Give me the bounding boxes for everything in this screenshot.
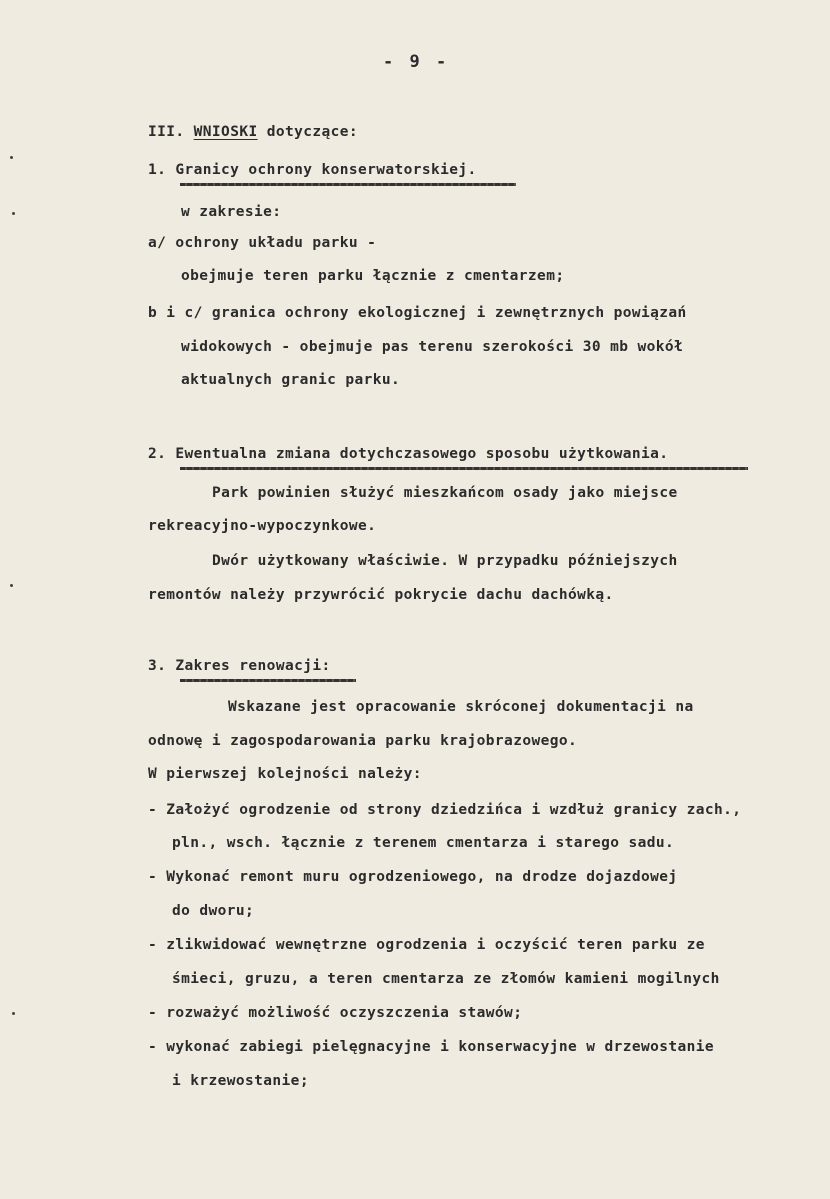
list-item-continuation: śmieci, gruzu, a teren cmentarza ze złomów kamieni mogilnych	[172, 971, 720, 987]
heading-underline	[180, 183, 516, 186]
heading-underline	[180, 467, 748, 470]
section-numeral: III.	[148, 124, 185, 140]
heading-underline	[180, 679, 356, 682]
item2-heading: 2. Ewentualna zmiana dotychczasowego sposobu użytkowania.	[148, 446, 669, 462]
list-item: - Założyć ogrodzenie od strony dziedzińca i wzdłuż granicy zach.,	[148, 802, 742, 818]
section-header	[148, 124, 358, 140]
text-line: Park powinien służyć mieszkańcom osady jako miejsce	[212, 485, 678, 501]
text-line: widokowych - obejmuje pas terenu szerokości 30 mb wokół	[181, 339, 684, 355]
text-line: Wskazane jest opracowanie skróconej dokumentacji na	[228, 699, 694, 715]
section-title-rest: dotyczące:	[257, 124, 359, 140]
text-line: a/ ochrony układu parku -	[148, 235, 377, 251]
text-line: obejmuje teren parku łącznie z cmentarzem;	[181, 268, 565, 284]
list-item: - wykonać zabiegi pielęgnacyjne i konserwacyjne w drzewostanie	[148, 1039, 715, 1055]
item1-heading: 1. Granicy ochrony konserwatorskiej.	[148, 162, 477, 178]
margin-dot	[12, 1012, 15, 1015]
text-line: remontów należy przywrócić pokrycie dachu dachówką.	[148, 587, 614, 603]
list-item-continuation: i krzewostanie;	[172, 1073, 309, 1089]
list-item: - Wykonać remont muru ogrodzeniowego, na drodze dojazdowej	[148, 869, 678, 885]
text-line: aktualnych granic parku.	[181, 372, 401, 388]
section-title-underlined: WNIOSKI	[193, 124, 258, 140]
item3-heading: 3. Zakres renowacji:	[148, 658, 331, 674]
margin-dot	[10, 584, 13, 587]
margin-dot	[10, 156, 13, 159]
page-number: - 9 -	[383, 52, 450, 72]
list-item: - zlikwidować wewnętrzne ogrodzenia i oczyścić teren parku ze	[148, 937, 705, 953]
text-line: W pierwszej kolejności należy:	[148, 766, 422, 782]
list-item-continuation: do dworu;	[172, 903, 255, 919]
list-item-continuation: pln., wsch. łącznie z terenem cmentarza i starego sadu.	[172, 835, 675, 851]
text-line: w zakresie:	[181, 204, 282, 220]
text-line: Dwór użytkowany właściwie. W przypadku późniejszych	[212, 553, 678, 569]
text-line: b i c/ granica ochrony ekologicznej i zewnętrznych powiązań	[148, 305, 687, 321]
text-line: rekreacyjno-wypoczynkowe.	[148, 518, 377, 534]
text-line: odnowę i zagospodarowania parku krajobrazowego.	[148, 733, 578, 749]
margin-dot	[12, 212, 15, 215]
list-item: - rozważyć możliwość oczyszczenia stawów;	[148, 1005, 523, 1021]
